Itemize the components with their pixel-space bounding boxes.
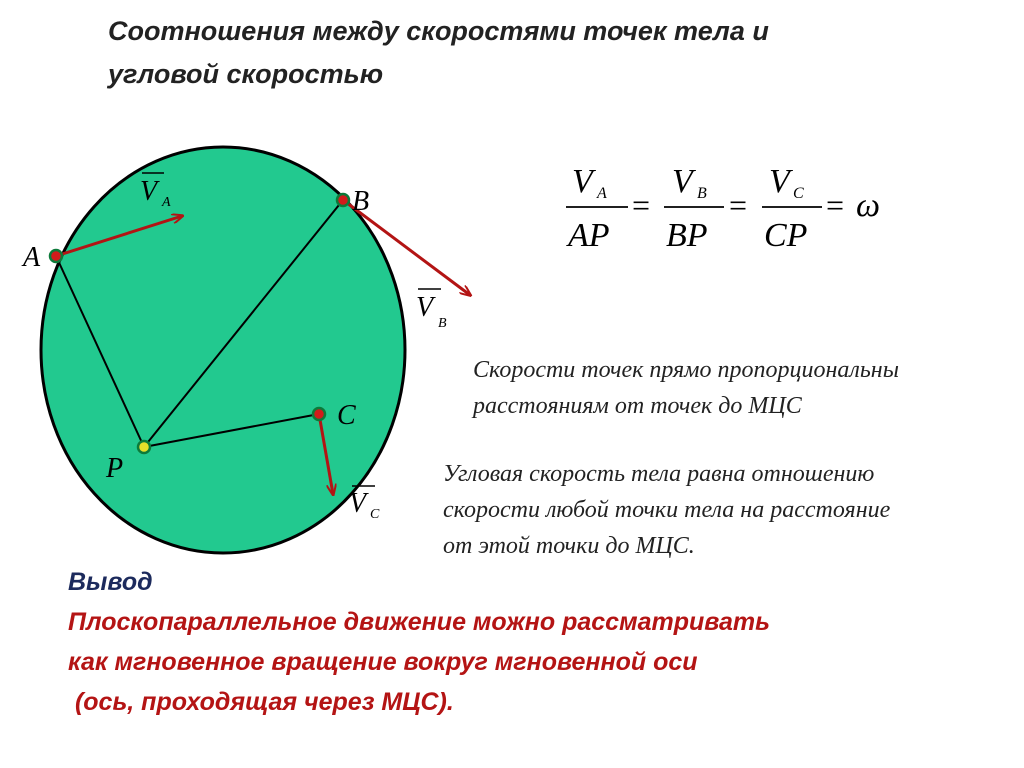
formula-eq-2: = [729, 187, 748, 223]
angular-velocity-line-3: от этой точки до МЦС. [443, 533, 695, 559]
point-b-marker [337, 194, 349, 206]
angular-velocity-line-1: Угловая скорость тела равна отношению [443, 461, 875, 487]
point-a-label: A [23, 242, 41, 273]
angular-velocity-statement [443, 456, 1003, 564]
formula-num-b-sub: B [697, 185, 707, 202]
point-b-label: B [352, 186, 370, 217]
velocity-a-label: V [140, 176, 158, 207]
formula-den-c: CP [764, 217, 808, 254]
angular-velocity-line-2: скорости любой точки тела на расстояние [443, 497, 891, 523]
formula-num-c-sub: C [793, 185, 804, 202]
conclusion-line-3: (ось, проходящая через МЦС). [68, 688, 454, 716]
formula-den-a: AP [568, 217, 610, 254]
formula-eq-1: = [632, 187, 651, 223]
formula-eq-3: = [826, 187, 845, 223]
formula-num-c: V [769, 163, 790, 200]
conclusion-heading: Вывод [68, 568, 153, 596]
velocity-b-label: V [416, 292, 434, 323]
point-p-label: P [106, 453, 124, 484]
velocity-c-subscript: C [370, 507, 380, 522]
formula-num-a: V [572, 163, 593, 200]
proportionality-line-2: расстояниям от точек до МЦС [473, 393, 802, 419]
velocity-c-label: V [349, 488, 367, 519]
title-line-1: Соотношения между скоростями точек тела и [108, 16, 769, 46]
proportionality-statement [473, 352, 1003, 424]
conclusion-line-2: как мгновенное вращение вокруг мгновенной оси [68, 648, 698, 676]
formula-den-b: BP [666, 217, 708, 254]
conclusion [68, 562, 968, 722]
velocity-a-subscript: A [162, 195, 171, 210]
conclusion-line-1: Плоскопараллельное движение можно рассматривать [68, 608, 770, 636]
point-c-label: C [337, 400, 356, 431]
point-a-marker [50, 250, 62, 262]
velocity-b-subscript: B [438, 316, 447, 331]
proportionality-line-1: Скорости точек прямо пропорциональны [473, 357, 899, 383]
point-p-marker [138, 441, 150, 453]
formula-num-a-sub: A [597, 185, 607, 202]
formula [566, 163, 880, 254]
formula-omega: ω [856, 187, 881, 224]
title-line-2: угловой скоростью [108, 59, 384, 89]
formula-num-b: V [672, 163, 693, 200]
point-c-marker [313, 408, 325, 420]
